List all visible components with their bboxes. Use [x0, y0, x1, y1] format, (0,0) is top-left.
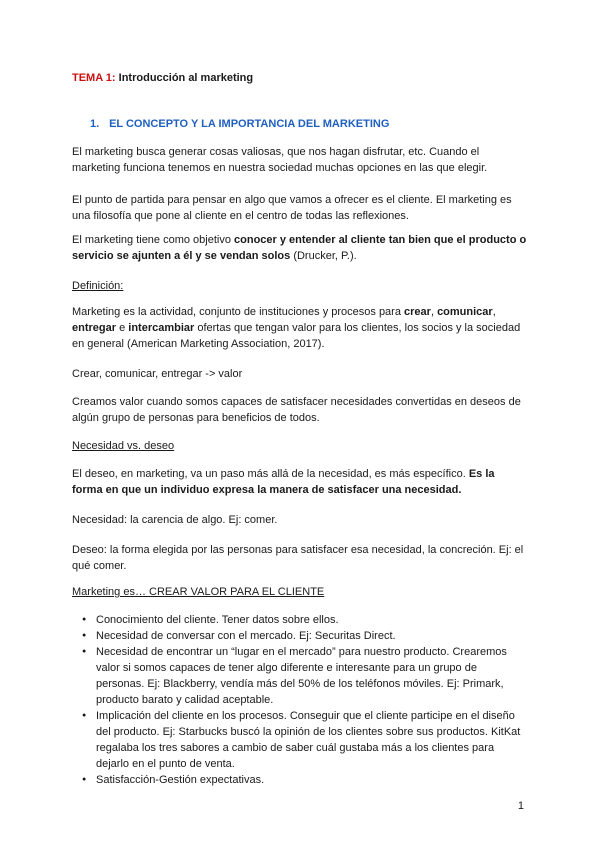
- section-title: EL CONCEPTO Y LA IMPORTANCIA DEL MARKETING: [109, 118, 390, 130]
- def-f: ofertas que tengan valor para los clientes, los socios y la sociedad en general (American Marketing Association, 2017).: [72, 322, 521, 350]
- section-heading: [90, 116, 389, 132]
- bullet-list: [72, 612, 528, 788]
- paragraph-necesidad: Necesidad: la carencia de algo. Ej: comer.: [72, 514, 278, 526]
- def-crear: crear: [404, 306, 431, 318]
- objetivo-pre: El marketing tiene como objetivo: [72, 234, 235, 246]
- paragraph-valor: Creamos valor cuando somos capaces de satisfacer necesidades convertidas en deseos de algún grupo de personas para beneficios de todos.: [72, 396, 521, 424]
- section-number: 1.: [90, 118, 100, 130]
- necesidad-deseo-heading: Necesidad vs. deseo: [72, 440, 175, 452]
- paragraph-objetivo: [72, 232, 528, 264]
- list-item: ● Satisfacción-Gestión expectativas.: [96, 772, 528, 788]
- def-intercambiar: intercambiar: [128, 322, 195, 334]
- def-c: ,: [430, 306, 438, 318]
- page-number: 1: [517, 800, 524, 812]
- def-entregar: entregar: [72, 322, 117, 334]
- title-text: Introducción al marketing: [118, 72, 254, 84]
- list-item: ● Implicación del cliente en los procesos. Conseguir que el cliente participe en el diseño del producto. Ej: Starbucks buscó la opinión de los clientes sobre sus productos. KitKat regalaba los tres sabores a cambio de saber cuál gustaba más a los clientes para dejarlo en el punto de venta.: [96, 708, 528, 772]
- paragraph-crear-comunicar: Crear, comunicar, entregar -> valor: [72, 368, 243, 380]
- nd-pre: El deseo, en marketing, va un paso más allá de la necesidad, es más específico.: [72, 468, 469, 480]
- def-a: Marketing es la actividad, conjunto de instituciones y procesos para: [72, 306, 405, 318]
- def-comunicar: comunicar: [437, 306, 493, 318]
- nd-bold: Es la forma en que un individuo expresa la manera de satisfacer una necesidad.: [72, 468, 495, 496]
- paragraph-cliente: El punto de partida para pensar en algo que vamos a ofrecer es el cliente. El marketing es una filosofía que pone al cliente en el centro de todas las reflexiones.: [72, 194, 512, 222]
- paragraph-deseo-marketing: [72, 466, 528, 498]
- title-label: TEMA 1:: [72, 72, 116, 84]
- objetivo-post: (Drucker, P.).: [290, 250, 357, 262]
- list-item: ● Necesidad de encontrar un “lugar en el mercado” para nuestro producto. Crearemos valor si somos capaces de tener algo diferente e interesante para un grupo de personas. Ej: Blackberry, vendía más del 50% de los teléfonos móviles. Ej: Primark, producto barato y calidad aceptable.: [96, 644, 528, 708]
- list-item: ● Conocimiento del cliente. Tener datos sobre ellos.: [96, 612, 528, 628]
- paragraph-definicion: [72, 304, 528, 352]
- def-d: ,: [492, 306, 496, 318]
- list-item: ● Necesidad de conversar con el mercado. Ej: Securitas Direct.: [96, 628, 528, 644]
- marketing-es-heading: Marketing es… CREAR VALOR PARA EL CLIENTE: [72, 586, 325, 598]
- page-title: [72, 70, 253, 86]
- paragraph-deseo: Deseo: la forma elegida por las personas para satisfacer esa necesidad, la concreción. Ej: el qué comer.: [72, 544, 524, 572]
- definicion-heading: Definición:: [72, 280, 124, 292]
- paragraph-intro: El marketing busca generar cosas valiosas, que nos hagan disfrutar, etc. Cuando el marketing funciona tenemos en nuestra sociedad muchas opciones en las que elegir.: [72, 146, 488, 174]
- def-e: e: [116, 322, 129, 334]
- objetivo-bold: conocer y entender al cliente tan bien que el producto o servicio se ajunten a él y se vendan solos: [72, 234, 527, 262]
